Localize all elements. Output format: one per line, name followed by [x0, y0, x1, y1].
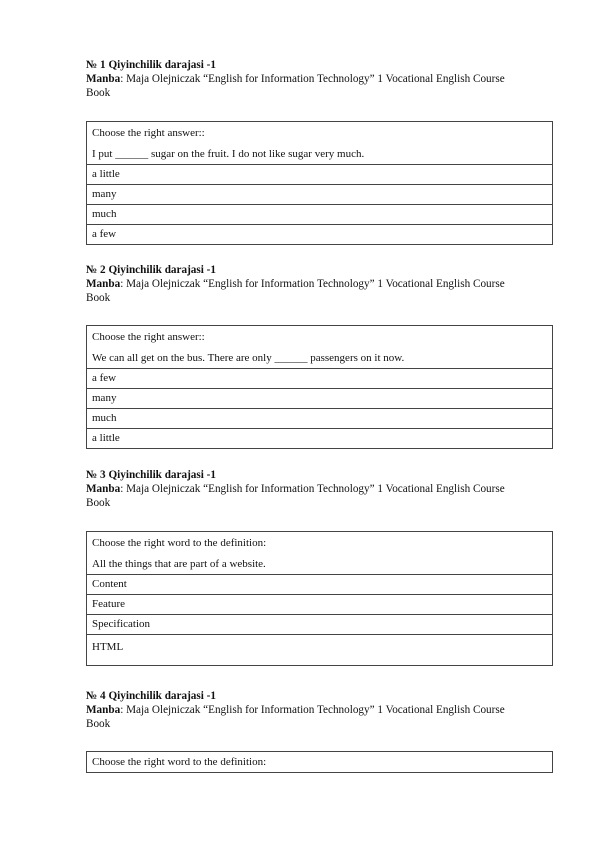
- question-4-source: Manba: Maja Olejniczak “English for Information Technology” 1 Vocational English Course: [86, 704, 505, 716]
- question-2-source: Manba: Maja Olejniczak “English for Information Technology” 1 Vocational English Course: [86, 278, 505, 290]
- question-3-source-cont: Book: [86, 497, 111, 509]
- question-2-source-cont: Book: [86, 292, 111, 304]
- question-2-table: [86, 325, 553, 449]
- question-3-source: Manba: Maja Olejniczak “English for Information Technology” 1 Vocational English Course: [86, 483, 505, 495]
- question-3-prompt: Choose the right word to the definition:: [87, 532, 553, 555]
- question-1-header: [86, 58, 556, 100]
- question-1-option-2[interactable]: many: [87, 185, 553, 205]
- question-4-table: [86, 751, 553, 773]
- question-3-table: [86, 531, 553, 666]
- question-2-title: № 2 Qiyinchilik darajasi -1: [86, 264, 216, 276]
- question-3-option-4[interactable]: HTML: [87, 635, 553, 666]
- question-1-source: Manba: Maja Olejniczak “English for Information Technology” 1 Vocational English Course: [86, 73, 505, 85]
- question-2-prompt: Choose the right answer::: [87, 326, 553, 349]
- question-1-title: № 1 Qiyinchilik darajasi -1: [86, 59, 216, 71]
- question-4-title: № 4 Qiyinchilik darajasi -1: [86, 690, 216, 702]
- question-1-option-3[interactable]: much: [87, 205, 553, 225]
- question-4-prompt: Choose the right word to the definition:: [87, 752, 553, 773]
- question-1-table: [86, 121, 553, 245]
- question-4-header: [86, 689, 556, 731]
- question-2-option-1[interactable]: a few: [87, 369, 553, 389]
- question-1-option-1[interactable]: a little: [87, 165, 553, 185]
- question-2-option-3[interactable]: much: [87, 409, 553, 429]
- question-2-stem: We can all get on the bus. There are only ______ passengers on it now.: [87, 348, 553, 369]
- question-2-option-2[interactable]: many: [87, 389, 553, 409]
- question-2-option-4[interactable]: a little: [87, 429, 553, 449]
- question-1-source-cont: Book: [86, 87, 111, 99]
- question-1-stem: I put ______ sugar on the fruit. I do not like sugar very much.: [87, 144, 553, 165]
- question-4-source-cont: Book: [86, 718, 111, 730]
- question-3-title: № 3 Qiyinchilik darajasi -1: [86, 469, 216, 481]
- question-2-header: [86, 263, 556, 305]
- question-3-header: [86, 468, 556, 510]
- question-3-stem: All the things that are part of a website.: [87, 554, 553, 575]
- question-3-option-1[interactable]: Content: [87, 575, 553, 595]
- question-3-option-2[interactable]: Feature: [87, 595, 553, 615]
- question-1-prompt: Choose the right answer::: [87, 122, 553, 145]
- question-1-option-4[interactable]: a few: [87, 225, 553, 245]
- question-3-option-3[interactable]: Specification: [87, 615, 553, 635]
